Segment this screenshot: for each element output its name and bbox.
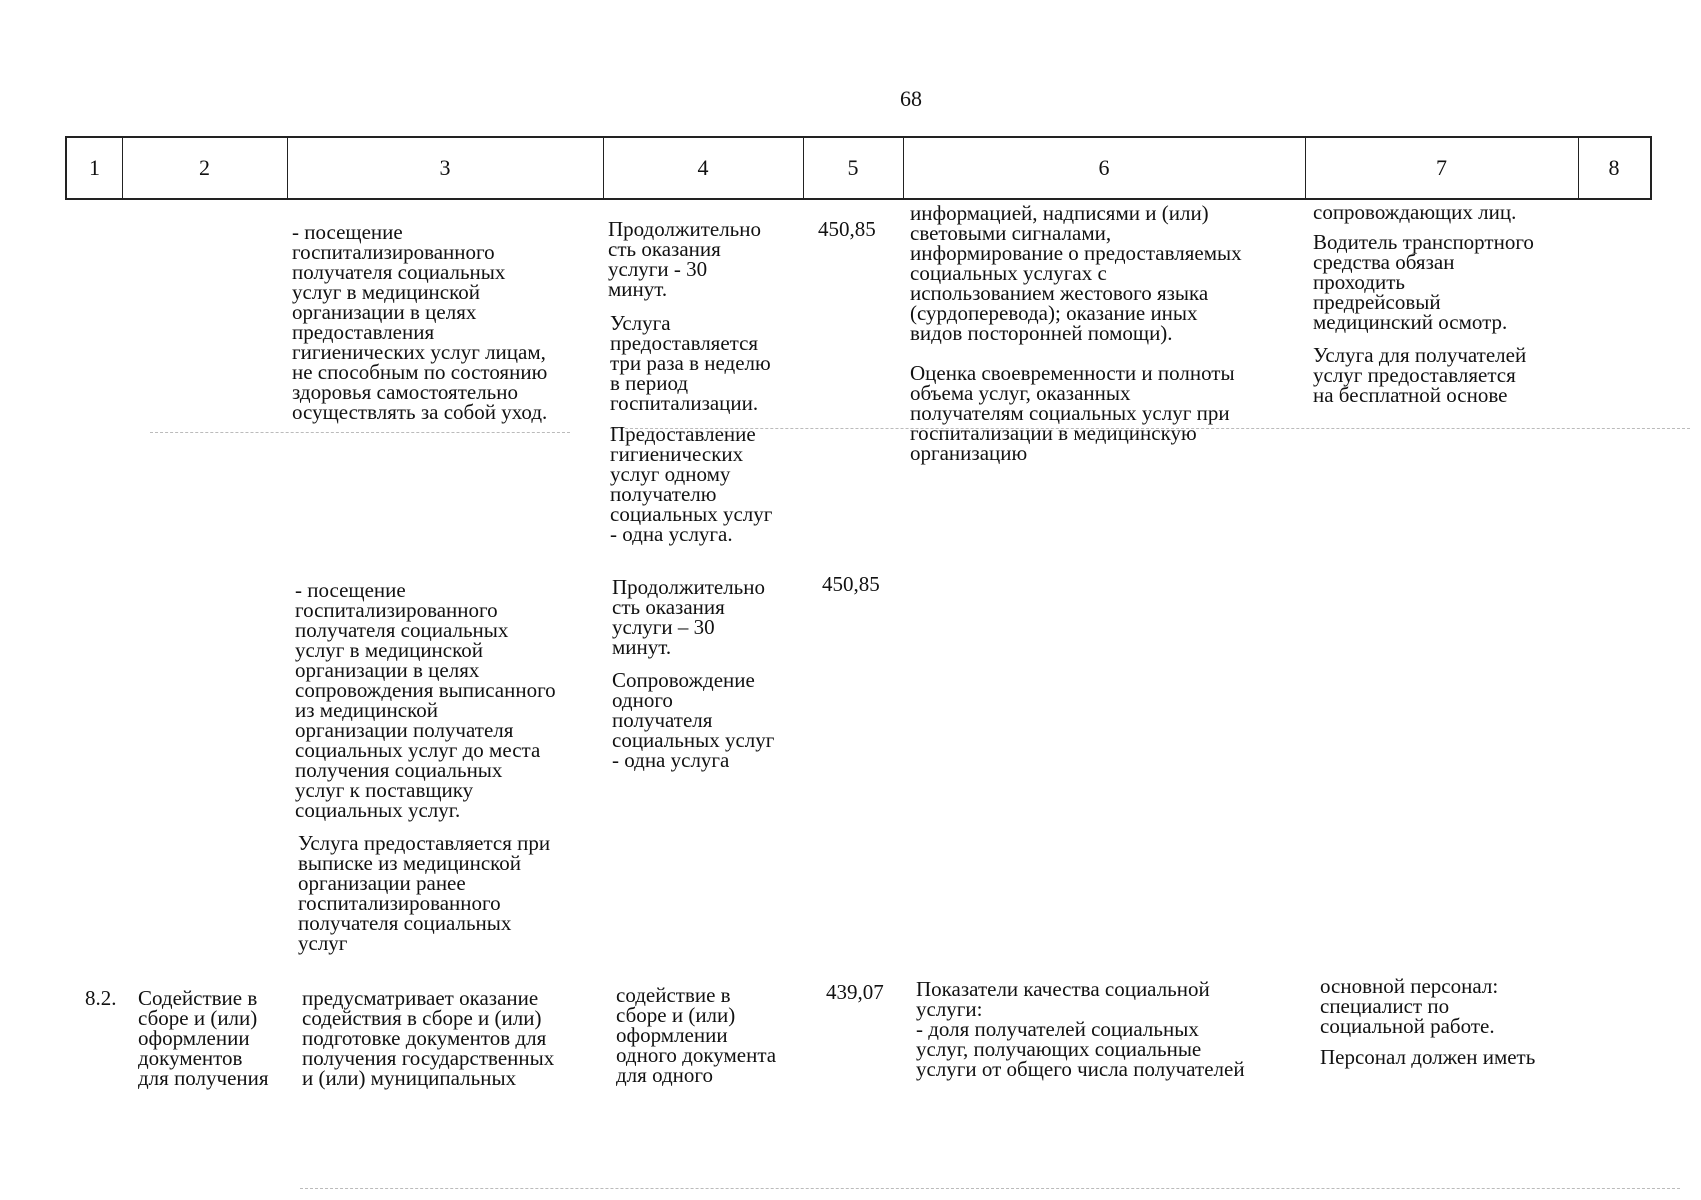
scan-artifact-line bbox=[150, 432, 570, 433]
service-name: Содействие в сборе и (или) оформлении документов для получения bbox=[138, 986, 269, 1090]
service-unit: Предоставление гигиенических услуг одному получателю социальных услуг - одна услуга. bbox=[610, 422, 773, 546]
service-tariff: 439,07 bbox=[826, 980, 884, 1004]
service-conditions: информацией, надписями и (или) световыми сигналами, информирование о предоставляемых социальных услугах с использованием жестового языка (сурдоперевода); оказание иных видов посторонней помощи). bbox=[910, 201, 1242, 345]
service-tariff: 450,85 bbox=[822, 572, 880, 596]
staff-requirements: Персонал должен иметь bbox=[1320, 1045, 1536, 1069]
service-description: предусматривает оказание содействия в сборе и (или) подготовке документов для получения государственных и (или) муниципальных bbox=[302, 986, 555, 1090]
service-duration: Продолжительно сть оказания услуги - 30 минут. bbox=[608, 217, 761, 301]
header-col-1: 1 bbox=[89, 155, 100, 180]
quality-indicators: Показатели качества социальной услуги: - доля получателей социальных услуг, получающих социальные услуги от общего числа получателей bbox=[916, 977, 1245, 1081]
staff-requirements: сопровождающих лиц. bbox=[1313, 200, 1517, 224]
staff-requirements: Водитель транспортного средства обязан проходить предрейсовый медицинский осмотр. bbox=[1313, 230, 1534, 334]
scan-artifact-line bbox=[300, 1188, 1680, 1189]
header-col-7: 7 bbox=[1436, 155, 1447, 180]
service-unit: содействие в сборе и (или) оформлении одного документа для одного bbox=[616, 983, 777, 1087]
staff-requirements: основной персонал: специалист по социальной работе. bbox=[1320, 974, 1499, 1038]
quality-assessment: Оценка своевременности и полноты объема услуг, оказанных получателям социальных услуг при госпитализации в медицинскую организацию bbox=[910, 361, 1235, 465]
service-description-note: Услуга предоставляется при выписке из медицинской организации ранее госпитализированного получателя социальных услуг bbox=[298, 831, 551, 955]
header-col-8: 8 bbox=[1608, 155, 1620, 180]
page-number: 68 bbox=[900, 86, 922, 111]
service-tariff: 450,85 bbox=[818, 217, 876, 241]
service-number: 8.2. bbox=[85, 986, 117, 1010]
service-unit: Сопровождение одного получателя социальных услуг - одна услуга bbox=[612, 668, 775, 772]
header-col-4: 4 bbox=[697, 155, 709, 180]
service-description: - посещение госпитализированного получателя социальных услуг в медицинской организации в целях предоставления гигиенических услуг лицам, не способным по состоянию здоровья самостоятельно осуществлять за собой уход. bbox=[292, 220, 548, 424]
service-duration: Продолжительно сть оказания услуги – 30 минут. bbox=[612, 575, 765, 659]
header-col-2: 2 bbox=[199, 155, 210, 180]
header-col-6: 6 bbox=[1098, 155, 1110, 180]
service-frequency: Услуга предоставляется три раза в неделю в период госпитализации. bbox=[610, 311, 771, 415]
staff-requirements: Услуга для получателей услуг предоставляется на бесплатной основе bbox=[1313, 343, 1527, 407]
header-col-3: 3 bbox=[439, 155, 451, 180]
header-col-5: 5 bbox=[847, 155, 859, 180]
table-header-row bbox=[65, 136, 1652, 200]
service-description: - посещение госпитализированного получателя социальных услуг в медицинской организации в целях сопровождения выписанного из медицинской организации получателя социальных услуг до места получения социальных услуг к поставщику социальных услуг. bbox=[295, 578, 556, 822]
